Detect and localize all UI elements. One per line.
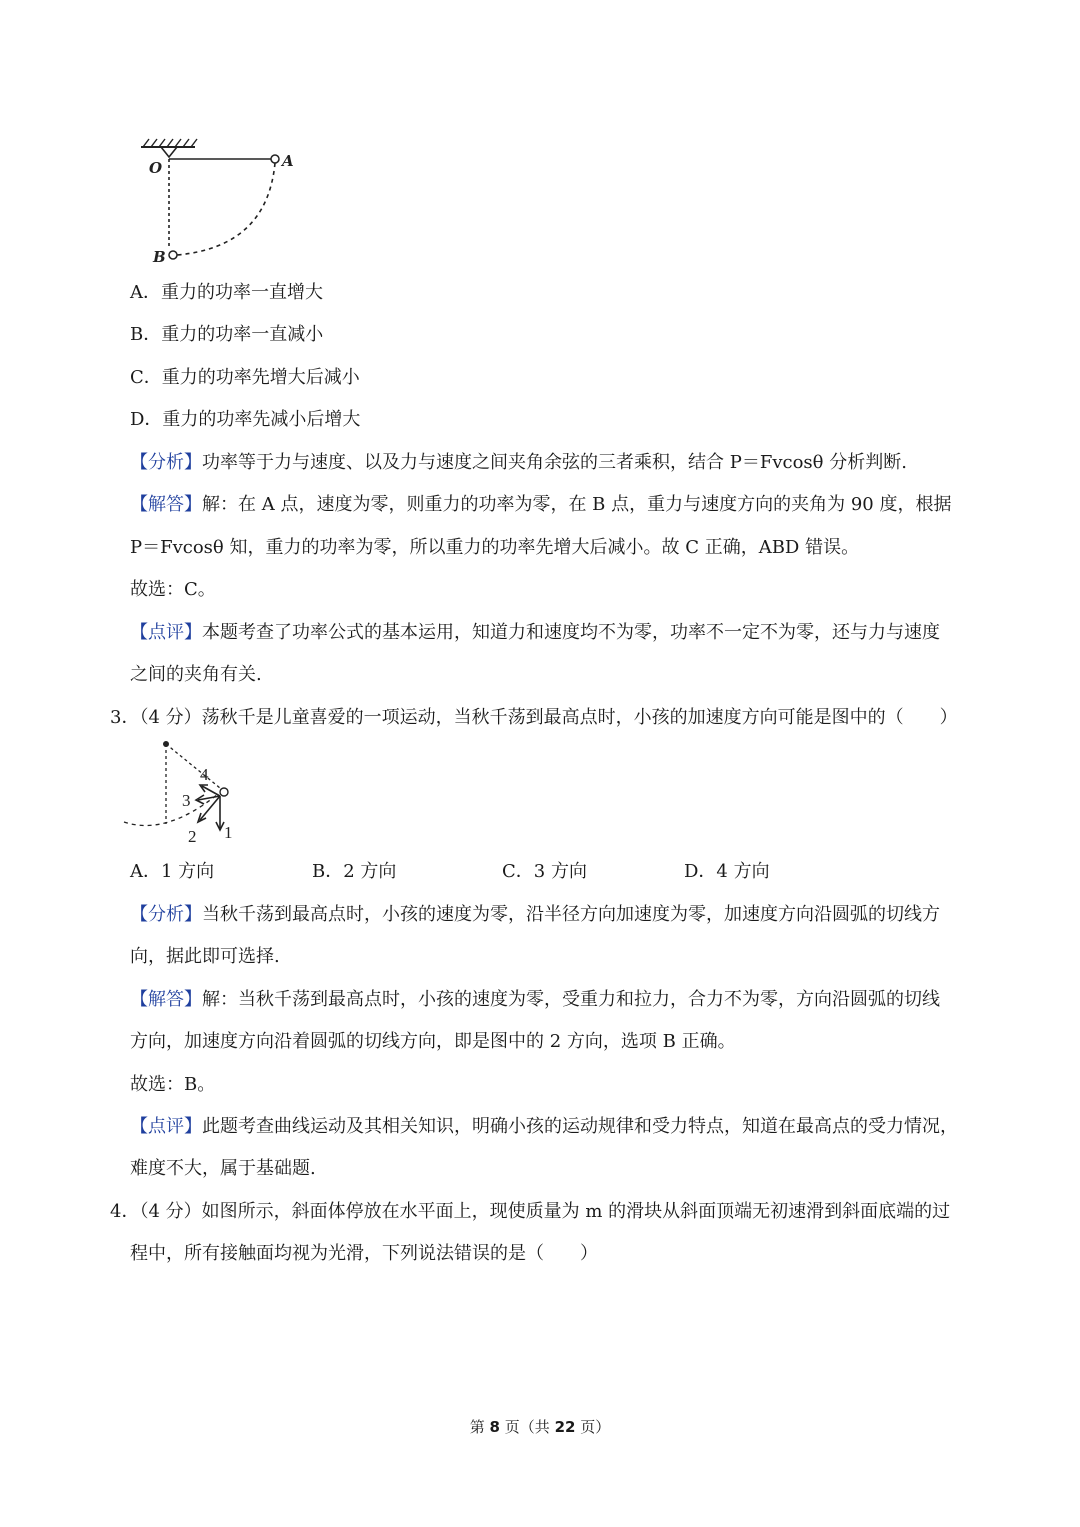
comment-tag: 【点评】 [130,622,202,643]
q3-choice: 故选：B。 [130,1074,216,1095]
q3-option-d: D．4 方向 [684,861,770,882]
page-footer [0,1416,1080,1437]
analysis-line-1: 当秋千荡到最高点时，小孩的速度为零，沿半径方向加速度为零，加速度方向沿圆弧的切线方 [202,904,940,925]
q3-answer [130,988,940,1012]
footer-post: 页） [580,1418,611,1436]
swing-figure [120,738,250,848]
answer-line-2: 方向，加速度方向沿着圆弧的切线方向，即是图中的 2 方向，选项 B 正确。 [130,1031,736,1052]
q2-option-d: D．重力的功率先减小后增大 [130,409,361,430]
analysis-line-2: 向，据此即可选择. [130,946,280,967]
comment-line-1: 此题考查曲线运动及其相关知识，明确小孩的运动规律和受力特点，知道在最高点的受力情况， [202,1116,958,1137]
q3-option-b: B．2 方向 [312,861,397,882]
pendulum-figure [125,135,305,265]
label-o: O [149,159,163,177]
q4-stem-line-2: 程中，所有接触面均视为光滑，下列说法错误的是（ ） [130,1243,598,1264]
comment-line-2: 难度不大，属于基础题. [130,1158,316,1179]
comment-tag: 【点评】 [130,1116,202,1137]
answer-line-1: 解：在 A 点，速度为零，则重力的功率为零，在 B 点，重力与速度方向的夹角为 90 度，根据 [202,494,952,515]
q2-option-c: C．重力的功率先增大后减小 [130,367,360,388]
q3-analysis [130,903,940,927]
q2-analysis [130,451,907,475]
answer-tag: 【解答】 [130,494,202,515]
answer-tag: 【解答】 [130,989,202,1010]
footer-page-number: 8 [489,1418,500,1436]
footer-mid: 页（共 [504,1418,550,1436]
q2-choice: 故选：C。 [130,579,216,600]
q4-stem-line-1: 4．（4 分）如图所示，斜面体停放在水平面上，现使质量为 m 的滑块从斜面顶端无初速滑到斜面底端的过 [110,1201,951,1222]
q3-stem: 3．（4 分）荡秋千是儿童喜爱的一项运动，当秋千荡到最高点时，小孩的加速度方向可能是图中的（ ） [110,707,958,728]
analysis-tag: 【分析】 [130,904,202,925]
arrow-label-1: 1 [224,823,233,842]
q3-comment [130,1115,958,1139]
q2-option-b: B．重力的功率一直减小 [130,324,324,345]
q3-option-c: C．3 方向 [502,861,587,882]
label-a: A [282,152,294,170]
arrow-label-3: 3 [182,791,191,810]
answer-line-2: P＝Fvcosθ 知，重力的功率为零，所以重力的功率先增大后减小。故 C 正确，ABD 错误。 [130,537,860,558]
analysis-tag: 【分析】 [130,452,202,473]
arrow-label-2: 2 [188,827,197,846]
q2-answer [130,493,951,517]
footer-total-pages: 22 [554,1418,576,1436]
q2-option-a: A．重力的功率一直增大 [130,282,323,303]
comment-line-2: 之间的夹角有关. [130,664,262,685]
comment-line-1: 本题考查了功率公式的基本运用，知道力和速度均不为零，功率不一定不为零，还与力与速度 [202,622,940,643]
analysis-text: 功率等于力与速度、以及力与速度之间夹角余弦的三者乘积，结合 P＝Fvcosθ 分析判断. [202,452,907,473]
answer-line-1: 解：当秋千荡到最高点时，小孩的速度为零，受重力和拉力，合力不为零，方向沿圆弧的切线 [202,989,940,1010]
footer-pre: 第 [469,1418,485,1436]
label-b: B [153,248,166,265]
q2-comment [130,621,940,645]
arrow-label-4: 4 [200,765,209,784]
q3-option-a: A．1 方向 [130,861,215,882]
